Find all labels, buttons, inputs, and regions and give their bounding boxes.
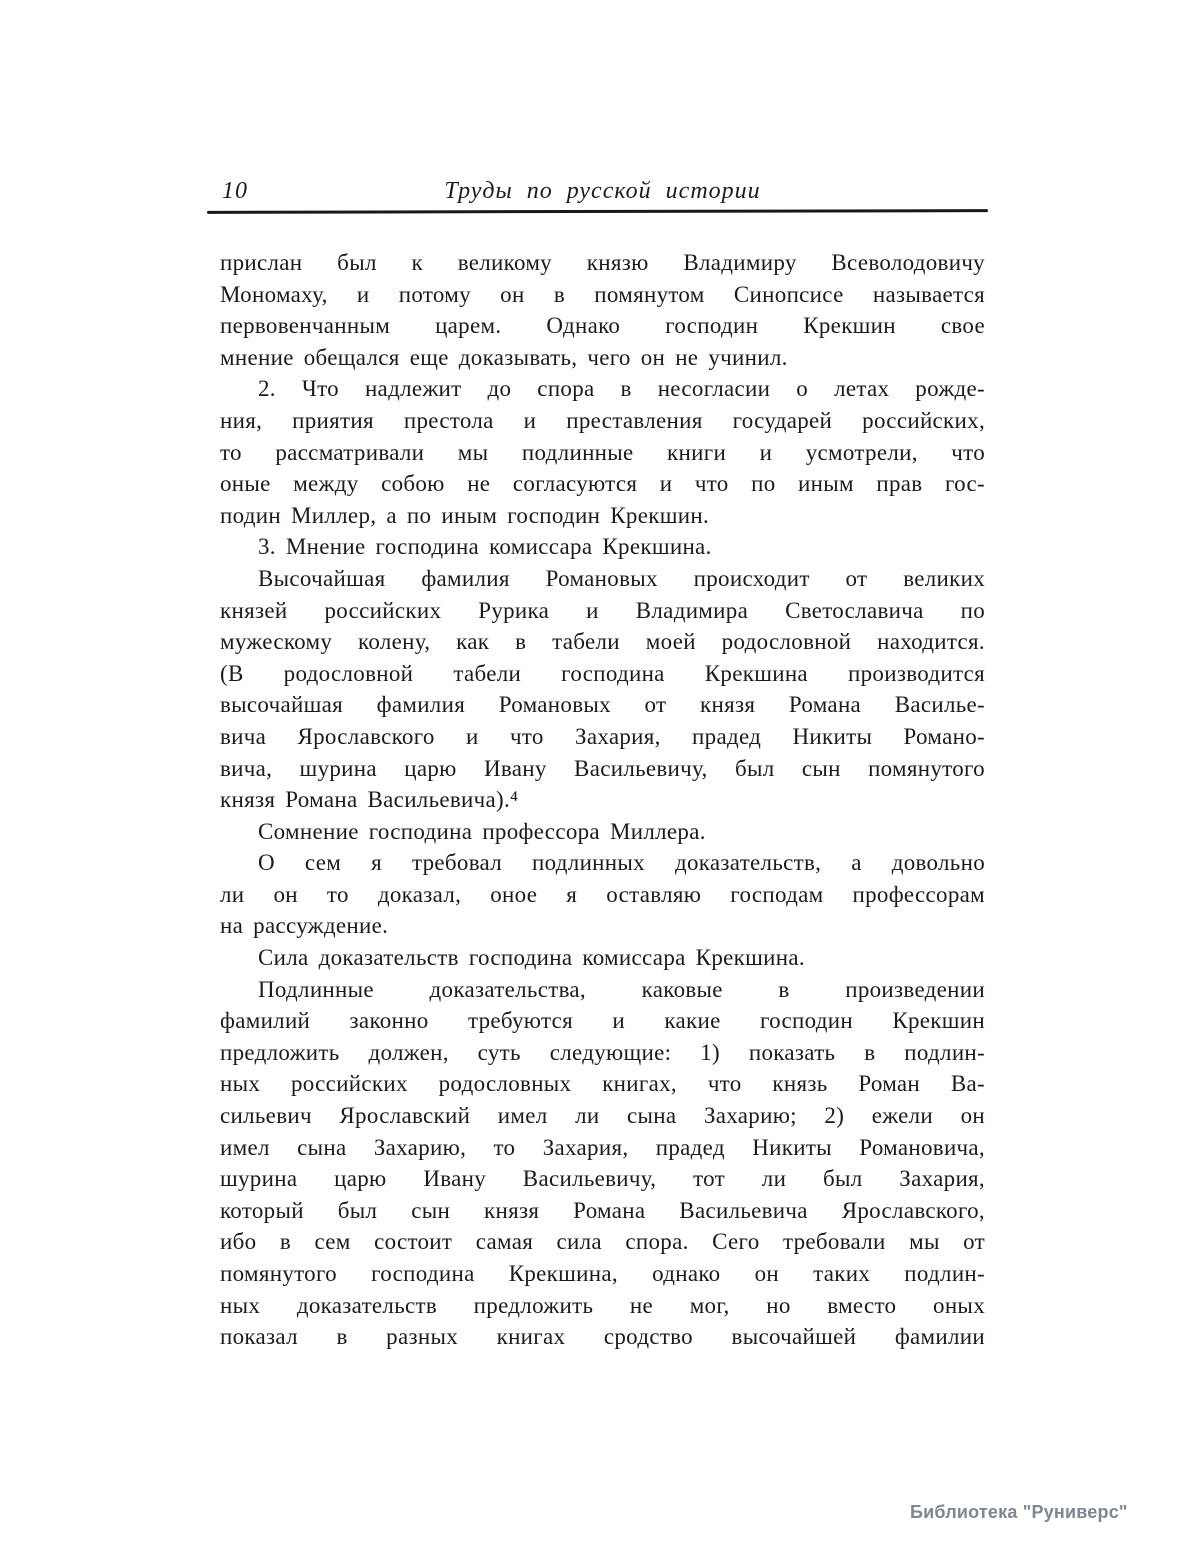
text-line: прислан был к великому князю Владимиру Всеволодовичу [220,250,985,275]
text-line: который был сын князя Романа Васильевича Ярославского, [220,1197,985,1223]
text-line: Мономаху, и потому он в помянутом Синопсисе называется [220,281,985,307]
text-line: сильевич Ярославский имел ли сына Захарию; 2) ежели он [220,1103,985,1129]
text-line: вича, шурина царю Ивану Васильевичу, был сын помянутого [220,755,985,781]
text-line: шурина царю Ивану Васильевичу, тот ли был Захария, [220,1166,985,1192]
header-rule [207,209,988,214]
text-line: (В родословной табели господина Крекшина производится [220,660,985,686]
text-line: ли он то доказал, оное я оставляю господам профессорам [220,881,985,907]
text-line: подин Миллер, а по иным господин Крекшин. [220,502,709,528]
text-line: высочайшая фамилия Романовых от князя Романа Василье- [220,692,985,718]
running-header [220,178,985,208]
library-watermark: Библиотека "Руниверс" [910,1502,1128,1522]
text-line: вича Ярославского и что Захария, прадед Никиты Романо- [220,723,985,749]
text-line: 2. Что надлежит до спора в несогласии о летах рожде- [258,376,985,402]
text-line: Подлинные доказательства, каковые в произведении [258,976,985,1002]
page-number: 10 [222,178,248,204]
text-line: Сомнение господина профессора Миллера. [258,818,706,844]
running-title: Труды по русской истории [444,178,761,204]
text-line: помянутого господина Крекшина, однако он таких подлин- [220,1261,985,1286]
text-line: на рассуждение. [220,913,389,939]
text-block [220,247,985,1353]
text-line: О сем я требовал подлинных доказательств, а довольно [258,850,985,876]
text-line: Высочайшая фамилия Романовых происходит от великих [258,565,985,591]
text-line: ных российских родословных книгах, что князь Роман Ва- [220,1071,985,1097]
text-line: предложить должен, суть следующие: 1) показать в подлин- [220,1039,985,1065]
text-line: оные между собою не согласуются и что по иным прав гос- [220,471,985,497]
text-line: ных доказательств предложить не мог, но вместо оных [220,1292,985,1318]
text-line: 3. Мнение господина комиссара Крекшина. [258,534,712,560]
text-line: то рассматривали мы подлинные книги и усмотрели, что [220,439,985,465]
text-line: мнение обещался еще доказывать, чего он не учинил. [220,344,788,370]
text-line: показал в разных книгах сродство высочайшей фамилии [220,1324,985,1350]
text-line: фамилий законно требуются и какие господин Крекшин [220,1008,985,1034]
text-line: князя Романа Васильевича).⁴ [220,787,519,813]
text-line: первовенчанным царем. Однако господин Крекшин свое [220,313,985,339]
text-line: ния, приятия престола и преставления государей российских, [220,407,985,433]
text-line: ибо в сем состоит самая сила спора. Сего требовали мы от [220,1229,985,1255]
text-line: Сила доказательств господина комиссара Крекшина. [258,945,805,971]
text-line: мужескому колену, как в табели моей родословной находится. [220,629,985,655]
text-line: имел сына Захарию, то Захария, прадед Никиты Романовича, [220,1134,985,1160]
text-line: князей российских Рурика и Владимира Светославича по [220,597,985,623]
